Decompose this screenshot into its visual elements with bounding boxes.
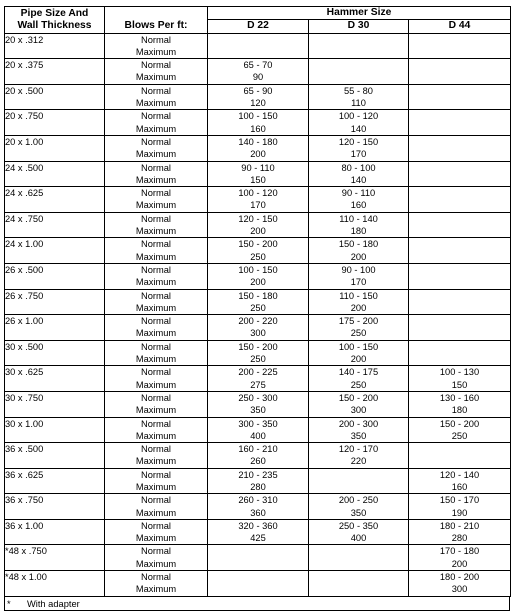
d22-maximum-cell: 90 bbox=[208, 71, 309, 84]
d30-normal-cell: 200 - 250 bbox=[309, 494, 409, 507]
table-row bbox=[5, 571, 511, 584]
d44-maximum-cell: 160 bbox=[409, 481, 511, 494]
table-row bbox=[5, 135, 511, 148]
pipe-size-cell: 20 x .500 bbox=[5, 84, 105, 110]
d44-maximum-cell bbox=[409, 97, 511, 110]
table-row bbox=[5, 340, 511, 353]
table-row bbox=[5, 187, 511, 200]
blows-per-ft-header: Blows Per ft: bbox=[105, 7, 208, 34]
d22-normal-cell: 65 - 70 bbox=[208, 59, 309, 72]
d22-maximum-cell: 250 bbox=[208, 353, 309, 366]
d44-maximum-cell bbox=[409, 225, 511, 238]
d44-maximum-cell bbox=[409, 251, 511, 264]
pipe-size-cell: 30 x 1.00 bbox=[5, 417, 105, 443]
footnote-text: With adapter bbox=[27, 598, 80, 609]
d44-normal-cell bbox=[409, 289, 511, 302]
hammer-size-table-sheet bbox=[4, 6, 510, 611]
d30-maximum-cell: 170 bbox=[309, 148, 409, 161]
d22-normal-cell bbox=[208, 571, 309, 584]
normal-label-cell: Normal bbox=[105, 289, 208, 302]
table-row bbox=[5, 315, 511, 328]
normal-label-cell: Normal bbox=[105, 135, 208, 148]
d22-normal-cell bbox=[208, 545, 309, 558]
d44-normal-cell bbox=[409, 212, 511, 225]
d22-normal-cell: 100 - 150 bbox=[208, 110, 309, 123]
d44-maximum-cell: 190 bbox=[409, 507, 511, 520]
d22-maximum-cell bbox=[208, 558, 309, 571]
d30-maximum-cell: 300 bbox=[309, 404, 409, 417]
d30-normal-cell: 250 - 350 bbox=[309, 519, 409, 532]
table-row bbox=[5, 33, 511, 46]
pipe-size-header bbox=[5, 7, 105, 34]
d44-normal-cell bbox=[409, 161, 511, 174]
d44-normal-cell bbox=[409, 187, 511, 200]
pipe-size-cell: 20 x .750 bbox=[5, 110, 105, 136]
pipe-size-cell: 26 x 1.00 bbox=[5, 315, 105, 341]
d22-maximum-cell bbox=[208, 583, 309, 596]
d30-normal-cell: 100 - 120 bbox=[309, 110, 409, 123]
d30-normal-cell bbox=[309, 545, 409, 558]
d30-maximum-cell: 180 bbox=[309, 225, 409, 238]
d22-normal-cell: 200 - 220 bbox=[208, 315, 309, 328]
d22-maximum-cell: 360 bbox=[208, 507, 309, 520]
d30-maximum-cell: 140 bbox=[309, 123, 409, 136]
d30-normal-cell: 90 - 100 bbox=[309, 263, 409, 276]
footnote bbox=[4, 597, 510, 611]
maximum-label-cell: Maximum bbox=[105, 148, 208, 161]
normal-label-cell: Normal bbox=[105, 59, 208, 72]
d44-normal-cell: 170 - 180 bbox=[409, 545, 511, 558]
d30-normal-cell: 150 - 200 bbox=[309, 391, 409, 404]
pipe-size-cell: 20 x 1.00 bbox=[5, 135, 105, 161]
pipe-size-cell: *48 x 1.00 bbox=[5, 571, 105, 597]
d22-normal-cell: 65 - 90 bbox=[208, 84, 309, 97]
hammer-size-header: Hammer Size bbox=[208, 7, 511, 20]
footnote-symbol: * bbox=[7, 598, 11, 609]
pipe-size-cell: 36 x 1.00 bbox=[5, 519, 105, 545]
d22-normal-cell: 210 - 235 bbox=[208, 468, 309, 481]
maximum-label-cell: Maximum bbox=[105, 481, 208, 494]
maximum-label-cell: Maximum bbox=[105, 532, 208, 545]
d44-maximum-cell bbox=[409, 302, 511, 315]
maximum-label-cell: Maximum bbox=[105, 123, 208, 136]
normal-label-cell: Normal bbox=[105, 110, 208, 123]
d44-normal-cell: 180 - 200 bbox=[409, 571, 511, 584]
d30-normal-cell: 120 - 170 bbox=[309, 443, 409, 456]
d22-normal-cell: 150 - 180 bbox=[208, 289, 309, 302]
normal-label-cell: Normal bbox=[105, 212, 208, 225]
normal-label-cell: Normal bbox=[105, 571, 208, 584]
d44-normal-cell bbox=[409, 238, 511, 251]
d30-maximum-cell: 250 bbox=[309, 327, 409, 340]
table-row bbox=[5, 366, 511, 379]
d30-normal-cell: 175 - 200 bbox=[309, 315, 409, 328]
d44-maximum-cell bbox=[409, 174, 511, 187]
pipe-size-cell: 36 x .500 bbox=[5, 443, 105, 469]
d30-normal-cell bbox=[309, 59, 409, 72]
d30-maximum-cell: 250 bbox=[309, 379, 409, 392]
d30-maximum-cell: 200 bbox=[309, 302, 409, 315]
d22-maximum-cell: 350 bbox=[208, 404, 309, 417]
table-row bbox=[5, 545, 511, 558]
maximum-label-cell: Maximum bbox=[105, 251, 208, 264]
d22-normal-cell: 260 - 310 bbox=[208, 494, 309, 507]
d30-maximum-cell: 200 bbox=[309, 251, 409, 264]
d22-maximum-cell: 260 bbox=[208, 455, 309, 468]
maximum-label-cell: Maximum bbox=[105, 583, 208, 596]
maximum-label-cell: Maximum bbox=[105, 225, 208, 238]
normal-label-cell: Normal bbox=[105, 417, 208, 430]
pipe-size-cell: 30 x .750 bbox=[5, 391, 105, 417]
maximum-label-cell: Maximum bbox=[105, 276, 208, 289]
d30-maximum-cell: 140 bbox=[309, 174, 409, 187]
pipe-size-cell: 36 x .625 bbox=[5, 468, 105, 494]
d44-normal-cell: 100 - 130 bbox=[409, 366, 511, 379]
d30-normal-cell: 100 - 150 bbox=[309, 340, 409, 353]
pipe-size-header-line2: Wall Thickness bbox=[17, 19, 92, 31]
d22-maximum-cell: 300 bbox=[208, 327, 309, 340]
normal-label-cell: Normal bbox=[105, 33, 208, 46]
d44-maximum-cell bbox=[409, 327, 511, 340]
pipe-size-cell: 30 x .500 bbox=[5, 340, 105, 366]
d44-normal-cell bbox=[409, 59, 511, 72]
d44-maximum-cell: 250 bbox=[409, 430, 511, 443]
d30-normal-cell: 200 - 300 bbox=[309, 417, 409, 430]
d44-maximum-cell bbox=[409, 71, 511, 84]
d30-normal-cell: 120 - 150 bbox=[309, 135, 409, 148]
d22-maximum-cell: 250 bbox=[208, 251, 309, 264]
pipe-size-cell: 20 x .375 bbox=[5, 59, 105, 85]
d30-maximum-cell: 170 bbox=[309, 276, 409, 289]
d30-maximum-cell bbox=[309, 71, 409, 84]
d22-normal-cell: 150 - 200 bbox=[208, 238, 309, 251]
maximum-label-cell: Maximum bbox=[105, 507, 208, 520]
d30-maximum-cell: 350 bbox=[309, 507, 409, 520]
maximum-label-cell: Maximum bbox=[105, 558, 208, 571]
table-row bbox=[5, 289, 511, 302]
table-row bbox=[5, 238, 511, 251]
d44-normal-cell: 120 - 140 bbox=[409, 468, 511, 481]
table-row bbox=[5, 468, 511, 481]
table-row bbox=[5, 443, 511, 456]
d30-normal-cell: 110 - 150 bbox=[309, 289, 409, 302]
d22-maximum-cell bbox=[208, 46, 309, 59]
table-row bbox=[5, 59, 511, 72]
d30-maximum-cell: 220 bbox=[309, 455, 409, 468]
d44-normal-cell: 150 - 200 bbox=[409, 417, 511, 430]
d30-normal-cell: 55 - 80 bbox=[309, 84, 409, 97]
pipe-size-cell: 26 x .750 bbox=[5, 289, 105, 315]
d30-maximum-cell bbox=[309, 46, 409, 59]
d30-header: D 30 bbox=[309, 20, 409, 33]
maximum-label-cell: Maximum bbox=[105, 302, 208, 315]
d30-maximum-cell: 110 bbox=[309, 97, 409, 110]
d22-normal-cell: 100 - 120 bbox=[208, 187, 309, 200]
d30-normal-cell: 150 - 180 bbox=[309, 238, 409, 251]
normal-label-cell: Normal bbox=[105, 340, 208, 353]
table-row bbox=[5, 212, 511, 225]
normal-label-cell: Normal bbox=[105, 545, 208, 558]
d22-normal-cell: 160 - 210 bbox=[208, 443, 309, 456]
d44-normal-cell bbox=[409, 33, 511, 46]
d44-normal-cell: 180 - 210 bbox=[409, 519, 511, 532]
d22-normal-cell: 150 - 200 bbox=[208, 340, 309, 353]
normal-label-cell: Normal bbox=[105, 84, 208, 97]
maximum-label-cell: Maximum bbox=[105, 404, 208, 417]
table-row bbox=[5, 391, 511, 404]
d30-maximum-cell: 160 bbox=[309, 199, 409, 212]
d44-normal-cell bbox=[409, 315, 511, 328]
normal-label-cell: Normal bbox=[105, 519, 208, 532]
normal-label-cell: Normal bbox=[105, 391, 208, 404]
d22-maximum-cell: 160 bbox=[208, 123, 309, 136]
pipe-size-cell: *48 x .750 bbox=[5, 545, 105, 571]
d22-maximum-cell: 425 bbox=[208, 532, 309, 545]
d22-normal-cell: 320 - 360 bbox=[208, 519, 309, 532]
d22-maximum-cell: 280 bbox=[208, 481, 309, 494]
d44-maximum-cell bbox=[409, 123, 511, 136]
d44-maximum-cell: 280 bbox=[409, 532, 511, 545]
d22-maximum-cell: 250 bbox=[208, 302, 309, 315]
table-row bbox=[5, 161, 511, 174]
d30-maximum-cell: 400 bbox=[309, 532, 409, 545]
pipe-size-cell: 24 x 1.00 bbox=[5, 238, 105, 264]
normal-label-cell: Normal bbox=[105, 238, 208, 251]
d44-maximum-cell: 200 bbox=[409, 558, 511, 571]
d44-maximum-cell bbox=[409, 46, 511, 59]
hammer-size-table bbox=[4, 6, 511, 597]
d30-maximum-cell bbox=[309, 481, 409, 494]
d22-normal-cell bbox=[208, 33, 309, 46]
d22-maximum-cell: 275 bbox=[208, 379, 309, 392]
d22-maximum-cell: 150 bbox=[208, 174, 309, 187]
d30-maximum-cell bbox=[309, 583, 409, 596]
d22-header: D 22 bbox=[208, 20, 309, 33]
d22-maximum-cell: 170 bbox=[208, 199, 309, 212]
d30-maximum-cell: 200 bbox=[309, 353, 409, 366]
d30-normal-cell: 140 - 175 bbox=[309, 366, 409, 379]
table-row bbox=[5, 84, 511, 97]
normal-label-cell: Normal bbox=[105, 494, 208, 507]
pipe-size-cell: 36 x .750 bbox=[5, 494, 105, 520]
d22-maximum-cell: 400 bbox=[208, 430, 309, 443]
maximum-label-cell: Maximum bbox=[105, 46, 208, 59]
d44-maximum-cell bbox=[409, 455, 511, 468]
d44-normal-cell: 150 - 170 bbox=[409, 494, 511, 507]
table-row bbox=[5, 110, 511, 123]
normal-label-cell: Normal bbox=[105, 443, 208, 456]
pipe-size-cell: 24 x .750 bbox=[5, 212, 105, 238]
d30-normal-cell bbox=[309, 571, 409, 584]
d44-normal-cell bbox=[409, 340, 511, 353]
normal-label-cell: Normal bbox=[105, 366, 208, 379]
maximum-label-cell: Maximum bbox=[105, 353, 208, 366]
d22-normal-cell: 300 - 350 bbox=[208, 417, 309, 430]
d22-normal-cell: 250 - 300 bbox=[208, 391, 309, 404]
table-row bbox=[5, 417, 511, 430]
d44-maximum-cell: 150 bbox=[409, 379, 511, 392]
maximum-label-cell: Maximum bbox=[105, 379, 208, 392]
d44-header: D 44 bbox=[409, 20, 511, 33]
d44-maximum-cell bbox=[409, 148, 511, 161]
d22-maximum-cell: 200 bbox=[208, 276, 309, 289]
maximum-label-cell: Maximum bbox=[105, 97, 208, 110]
table-row bbox=[5, 263, 511, 276]
maximum-label-cell: Maximum bbox=[105, 430, 208, 443]
d22-normal-cell: 120 - 150 bbox=[208, 212, 309, 225]
normal-label-cell: Normal bbox=[105, 315, 208, 328]
d22-maximum-cell: 120 bbox=[208, 97, 309, 110]
d30-normal-cell bbox=[309, 33, 409, 46]
table-header bbox=[5, 7, 511, 34]
d44-maximum-cell bbox=[409, 276, 511, 289]
d44-maximum-cell bbox=[409, 199, 511, 212]
pipe-size-cell: 24 x .625 bbox=[5, 187, 105, 213]
d30-normal-cell bbox=[309, 468, 409, 481]
maximum-label-cell: Maximum bbox=[105, 71, 208, 84]
table-row bbox=[5, 494, 511, 507]
d44-normal-cell bbox=[409, 84, 511, 97]
pipe-size-cell: 20 x .312 bbox=[5, 33, 105, 59]
d44-normal-cell bbox=[409, 443, 511, 456]
d30-normal-cell: 90 - 110 bbox=[309, 187, 409, 200]
d22-normal-cell: 90 - 110 bbox=[208, 161, 309, 174]
d30-normal-cell: 80 - 100 bbox=[309, 161, 409, 174]
d44-normal-cell bbox=[409, 263, 511, 276]
d22-maximum-cell: 200 bbox=[208, 225, 309, 238]
pipe-size-cell: 24 x .500 bbox=[5, 161, 105, 187]
d44-maximum-cell: 300 bbox=[409, 583, 511, 596]
d30-normal-cell: 110 - 140 bbox=[309, 212, 409, 225]
d44-maximum-cell bbox=[409, 353, 511, 366]
d44-maximum-cell: 180 bbox=[409, 404, 511, 417]
normal-label-cell: Normal bbox=[105, 468, 208, 481]
d44-normal-cell: 130 - 160 bbox=[409, 391, 511, 404]
maximum-label-cell: Maximum bbox=[105, 174, 208, 187]
normal-label-cell: Normal bbox=[105, 263, 208, 276]
maximum-label-cell: Maximum bbox=[105, 455, 208, 468]
d30-maximum-cell: 350 bbox=[309, 430, 409, 443]
normal-label-cell: Normal bbox=[105, 161, 208, 174]
d44-normal-cell bbox=[409, 110, 511, 123]
normal-label-cell: Normal bbox=[105, 187, 208, 200]
table-body bbox=[5, 33, 511, 596]
maximum-label-cell: Maximum bbox=[105, 327, 208, 340]
pipe-size-header-line1: Pipe Size And bbox=[20, 7, 89, 19]
d22-maximum-cell: 200 bbox=[208, 148, 309, 161]
d22-normal-cell: 140 - 180 bbox=[208, 135, 309, 148]
d22-normal-cell: 100 - 150 bbox=[208, 263, 309, 276]
maximum-label-cell: Maximum bbox=[105, 199, 208, 212]
d44-normal-cell bbox=[409, 135, 511, 148]
d22-normal-cell: 200 - 225 bbox=[208, 366, 309, 379]
pipe-size-cell: 26 x .500 bbox=[5, 263, 105, 289]
d30-maximum-cell bbox=[309, 558, 409, 571]
table-row bbox=[5, 519, 511, 532]
pipe-size-cell: 30 x .625 bbox=[5, 366, 105, 392]
